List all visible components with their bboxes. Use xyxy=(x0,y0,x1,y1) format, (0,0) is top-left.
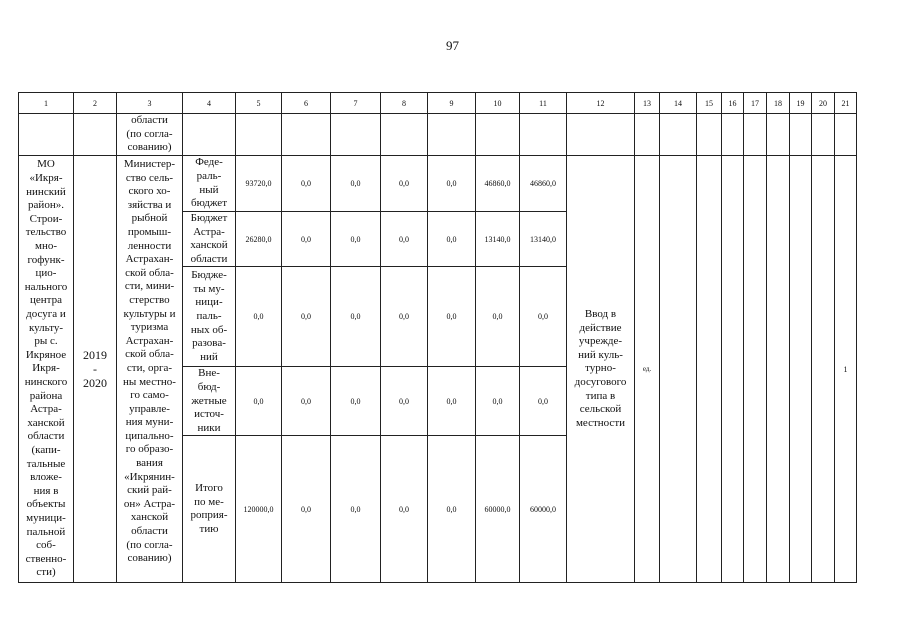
funding-value: 0,0 xyxy=(236,367,282,436)
column-number: 14 xyxy=(660,93,697,114)
funding-source: Бюджет Астра- ханской области xyxy=(183,212,236,267)
funding-value: 0,0 xyxy=(331,367,381,436)
funding-value: 26280,0 xyxy=(236,212,282,267)
column-number: 8 xyxy=(381,93,428,114)
column-number: 17 xyxy=(744,93,767,114)
empty-cell xyxy=(19,114,74,156)
empty-cell xyxy=(520,114,567,156)
empty-cell xyxy=(767,114,790,156)
empty-cell xyxy=(74,114,117,156)
column-number: 4 xyxy=(183,93,236,114)
page-number: 97 xyxy=(446,38,459,53)
column-number: 6 xyxy=(282,93,331,114)
funding-source: Феде- раль- ный бюджет xyxy=(183,156,236,212)
column-number: 11 xyxy=(520,93,567,114)
empty-cell xyxy=(183,114,236,156)
funding-value: 0,0 xyxy=(520,267,567,367)
header-row xyxy=(19,93,857,114)
funding-value: 0,0 xyxy=(282,267,331,367)
empty-cell xyxy=(282,114,331,156)
column-number: 10 xyxy=(476,93,520,114)
empty-cell xyxy=(331,114,381,156)
executor: Министер- ство сель- ского хо- зяйства и рыбной промыш- ленности Астрахан- ской обла- сти, мини- стерство культуры и туризма Астрахан- ской обла- сти, орга- ны местно- го само- управле- ния муни- ципально- го образо- вания «Икрянин- ский рай- он» Астра- ханской области (по согла- сованию) xyxy=(117,156,183,583)
column-number: 16 xyxy=(722,93,744,114)
budget-table xyxy=(18,92,857,583)
funding-value: 0,0 xyxy=(236,267,282,367)
column-number: 18 xyxy=(767,93,790,114)
empty-cell xyxy=(790,114,812,156)
funding-value: 0,0 xyxy=(428,156,476,212)
continuation-row xyxy=(19,114,857,156)
empty-cell xyxy=(428,114,476,156)
funding-value: 93720,0 xyxy=(236,156,282,212)
funding-value: 0,0 xyxy=(331,156,381,212)
expected-result: Ввод в действие учрежде- ний куль- турно- досугового типа в сельской местности xyxy=(567,156,635,583)
funding-value: 0,0 xyxy=(381,436,428,583)
funding-value: 0,0 xyxy=(476,267,520,367)
column-number: 19 xyxy=(790,93,812,114)
empty-cell xyxy=(236,114,282,156)
funding-value: 0,0 xyxy=(428,267,476,367)
funding-value: 46860,0 xyxy=(476,156,520,212)
empty-cell xyxy=(812,114,835,156)
column-number: 2 xyxy=(74,93,117,114)
funding-value: 0,0 xyxy=(381,267,428,367)
column-number: 5 xyxy=(236,93,282,114)
funding-source: Итого по ме- роприя- тию xyxy=(183,436,236,583)
empty-cell xyxy=(567,114,635,156)
funding-source: Бюдже- ты му- ници- паль- ных об- разова- ний xyxy=(183,267,236,367)
funding-value: 0,0 xyxy=(282,367,331,436)
funding-value: 0,0 xyxy=(331,436,381,583)
project-name: МО «Икря- нинский район». Строи- тельство мно- гофунк- цио- нального центра досуга и культу- ры с. Икряное Икря- нинского района Астра- ханской области (капи- тальные вложе- ния в объекты муници- пальной соб- ственно- сти) xyxy=(19,156,74,583)
funding-value: 60000,0 xyxy=(476,436,520,583)
column-number: 15 xyxy=(697,93,722,114)
funding-value: 0,0 xyxy=(282,156,331,212)
empty-cell xyxy=(476,114,520,156)
empty-cell xyxy=(835,114,857,156)
column-number: 21 xyxy=(835,93,857,114)
column-number: 9 xyxy=(428,93,476,114)
funding-value: 0,0 xyxy=(428,436,476,583)
funding-value: 0,0 xyxy=(381,212,428,267)
indicator-cell xyxy=(697,156,722,583)
unit-of-measure: ед. xyxy=(635,156,660,583)
funding-value: 13140,0 xyxy=(520,212,567,267)
empty-cell xyxy=(697,114,722,156)
funding-value: 120000,0 xyxy=(236,436,282,583)
funding-value: 0,0 xyxy=(331,267,381,367)
indicator-cell xyxy=(722,156,744,583)
funding-value: 0,0 xyxy=(381,156,428,212)
funding-value: 0,0 xyxy=(520,367,567,436)
implementation-period: 2019 - 2020 xyxy=(74,156,117,583)
funding-value: 0,0 xyxy=(476,367,520,436)
empty-cell xyxy=(381,114,428,156)
empty-cell xyxy=(660,114,697,156)
indicator-cell xyxy=(660,156,697,583)
indicator-cell xyxy=(790,156,812,583)
executor-continuation: области (по согла- сованию) xyxy=(117,114,183,156)
empty-cell xyxy=(744,114,767,156)
column-number: 7 xyxy=(331,93,381,114)
funding-source: Вне- бюд- жетные источ- ники xyxy=(183,367,236,436)
column-number: 3 xyxy=(117,93,183,114)
column-number: 13 xyxy=(635,93,660,114)
indicator-value: 1 xyxy=(835,156,857,583)
funding-value: 0,0 xyxy=(381,367,428,436)
funding-source-row xyxy=(19,156,857,212)
indicator-cell xyxy=(812,156,835,583)
funding-value: 46860,0 xyxy=(520,156,567,212)
funding-value: 13140,0 xyxy=(476,212,520,267)
funding-value: 0,0 xyxy=(331,212,381,267)
funding-value: 0,0 xyxy=(428,212,476,267)
indicator-cell xyxy=(767,156,790,583)
column-number: 12 xyxy=(567,93,635,114)
indicator-cell xyxy=(744,156,767,583)
column-number: 1 xyxy=(19,93,74,114)
empty-cell xyxy=(722,114,744,156)
funding-value: 0,0 xyxy=(282,436,331,583)
empty-cell xyxy=(635,114,660,156)
funding-value: 60000,0 xyxy=(520,436,567,583)
funding-value: 0,0 xyxy=(282,212,331,267)
funding-value: 0,0 xyxy=(428,367,476,436)
column-number: 20 xyxy=(812,93,835,114)
